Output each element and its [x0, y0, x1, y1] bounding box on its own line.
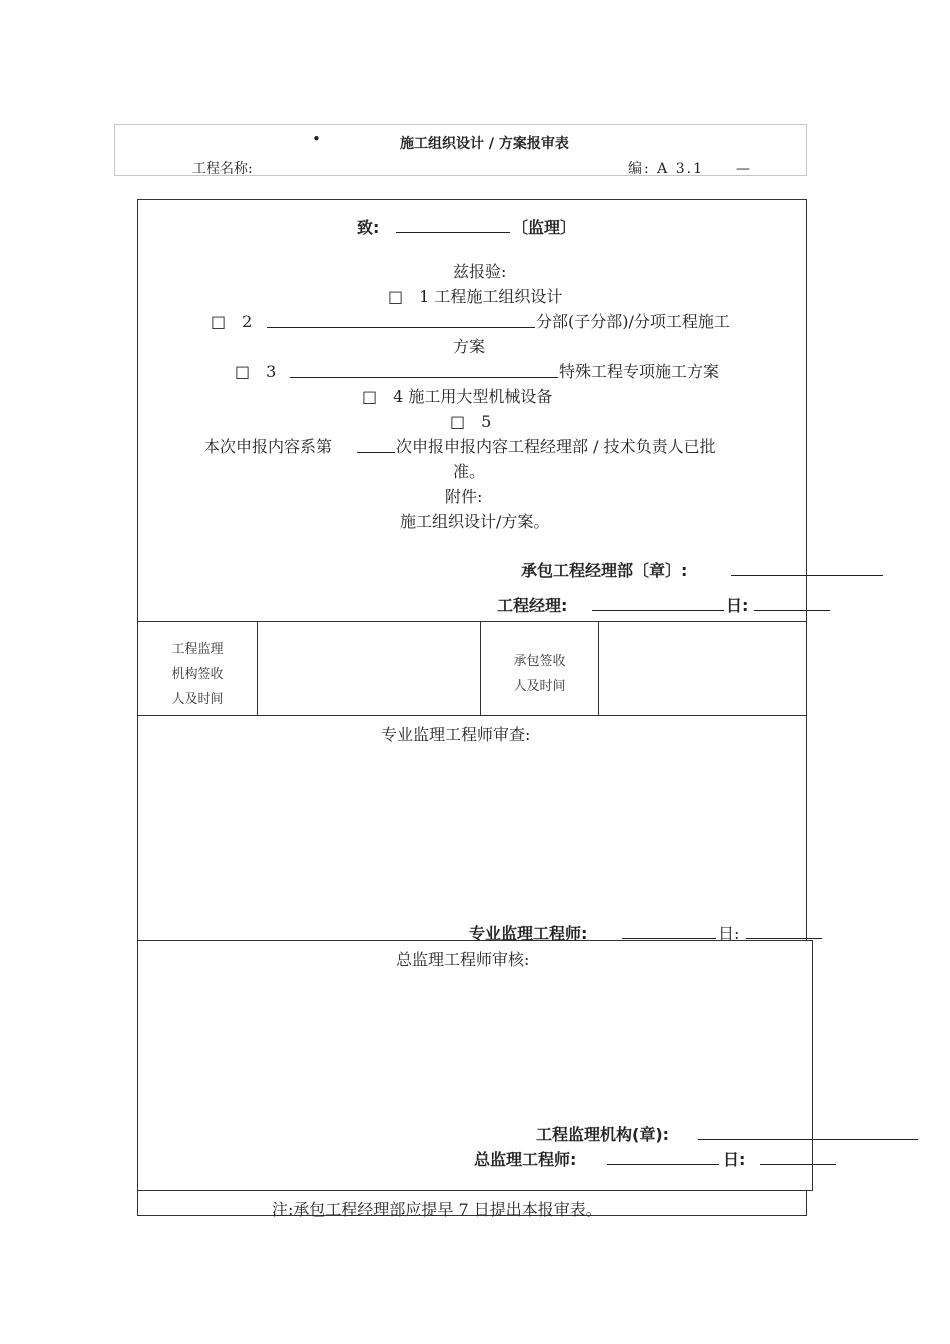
item-4[interactable]: □ 4 施工用大型机械设备	[362, 387, 553, 406]
footer-note: 注:承包工程经理部应提早 7 日提出本报审表。	[272, 1200, 602, 1219]
item-3-blank[interactable]	[290, 361, 558, 378]
review-title: 专业监理工程师审查:	[381, 725, 531, 744]
supervision-receiver-line-2: 机构签收	[171, 667, 224, 682]
contractor-receiver-label	[481, 649, 598, 699]
project-manager-label: 工程经理:	[497, 596, 568, 615]
table-top-border	[137, 199, 807, 200]
item-3-suffix: 特殊工程专项施工方案	[559, 362, 720, 381]
supervision-receiver-line-1: 工程监理	[171, 642, 224, 657]
row-divider-2	[137, 715, 807, 716]
submit-label: 兹报验:	[453, 262, 507, 281]
supervision-receiver-label	[138, 637, 257, 712]
review-signer-label: 专业监理工程师:	[469, 924, 588, 943]
note-right-border	[806, 1190, 807, 1216]
supervision-receiver-field[interactable]	[258, 622, 480, 715]
approval-prefix: 本次申报内容系第	[204, 437, 333, 456]
item-2-suffix: 分部(子分部)/分项工程施工	[536, 312, 730, 331]
project-manager-blank[interactable]	[592, 595, 724, 611]
chief-date-blank[interactable]	[760, 1149, 836, 1165]
item-2-prefix[interactable]: □ 2	[211, 312, 253, 331]
to-blank[interactable]	[396, 216, 510, 233]
form-title: 施工组织设计 / 方案报审表	[400, 136, 569, 152]
item-3-prefix[interactable]: □ 3	[235, 362, 277, 381]
item-2-blank[interactable]	[267, 311, 535, 328]
contractor-dept-label: 承包工程经理部〔章〕:	[521, 561, 688, 580]
approval-suffix: 次申报申报内容工程经理部 / 技术负责人已批	[396, 437, 716, 456]
project-manager-date-label: 日:	[726, 596, 749, 615]
approval-wrap: 准。	[453, 462, 486, 481]
supervision-receiver-line-3: 人及时间	[171, 692, 224, 707]
attachment-value: 施工组织设计/方案。	[400, 512, 550, 531]
chief-org-label: 工程监理机构(章):	[536, 1125, 670, 1144]
attachment-label: 附件:	[445, 487, 483, 506]
contractor-receiver-field[interactable]	[599, 622, 806, 715]
contractor-receiver-line-2: 人及时间	[513, 679, 566, 694]
chief-review-title: 总监理工程师审核:	[396, 950, 530, 969]
review-date-blank[interactable]	[746, 923, 822, 939]
review-date-label: 日:	[718, 924, 740, 943]
approval-count-blank[interactable]	[357, 436, 395, 453]
to-suffix: 〔监理〕	[512, 218, 577, 237]
item-2-wrap: 方案	[453, 337, 486, 356]
to-label: 致:	[357, 218, 380, 237]
chief-signer-label: 总监理工程师:	[474, 1150, 577, 1169]
item-5[interactable]: □ 5	[450, 412, 492, 431]
project-manager-date-blank[interactable]	[754, 595, 830, 611]
contractor-dept-blank[interactable]	[731, 560, 883, 576]
item-1[interactable]: □ 1 工程施工组织设计	[388, 287, 563, 306]
chief-org-blank[interactable]	[698, 1124, 918, 1140]
project-name-label: 工程名称:	[192, 161, 253, 177]
chief-signer-blank[interactable]	[607, 1149, 719, 1165]
bullet-icon: •	[312, 130, 321, 148]
form-code: 编: A 3.1 —	[628, 161, 752, 177]
chief-date-label: 日:	[723, 1150, 746, 1169]
contractor-receiver-line-1: 承包签收	[513, 654, 566, 669]
row-divider-4	[137, 1190, 813, 1191]
review-signer-blank[interactable]	[622, 923, 716, 939]
